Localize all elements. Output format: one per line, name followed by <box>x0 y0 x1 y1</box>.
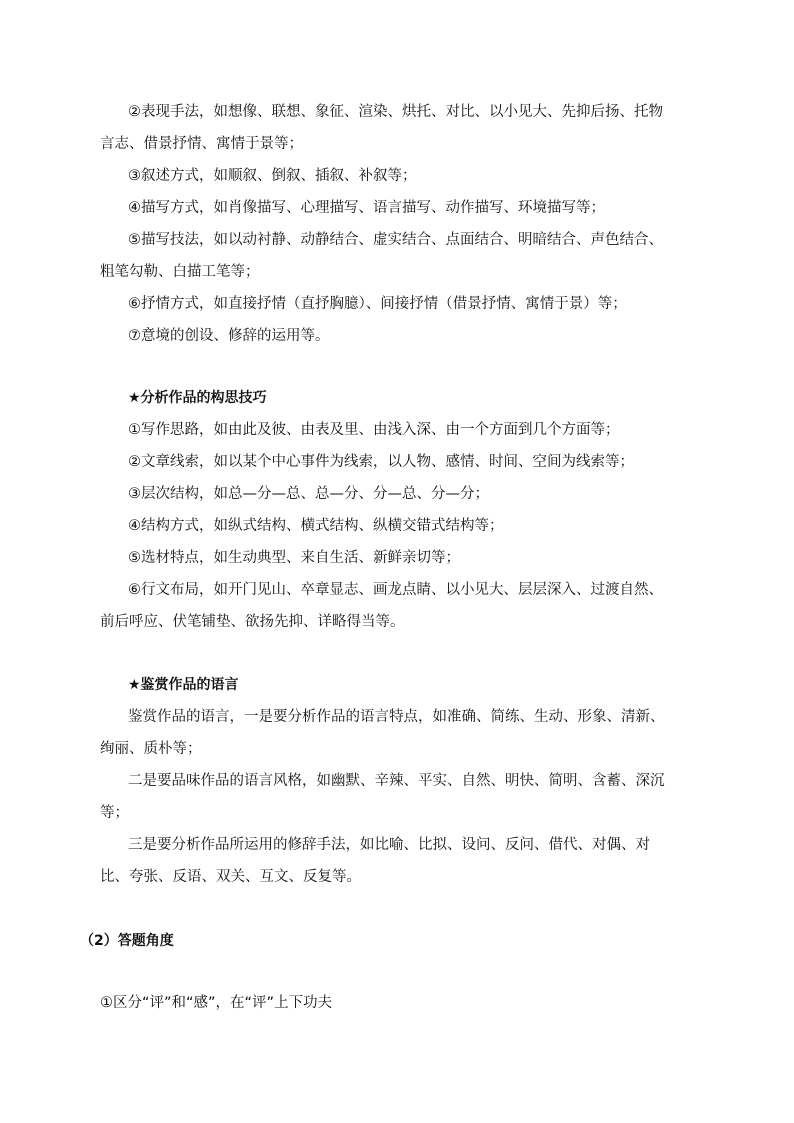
section-title-answer-angle: （2）答题角度 <box>80 933 174 949</box>
paragraph-line: 言志、借景抒情、寓情于景等； <box>100 136 303 152</box>
paragraph-line: ④结构方式，如纵式结构、横式结构、纵横交错式结构等； <box>128 518 504 534</box>
paragraph-line: ③叙述方式，如顺叙、倒叙、插叙、补叙等； <box>128 168 417 184</box>
subheading-composition-skills: ★分析作品的构思技巧 <box>128 390 267 406</box>
paragraph-line: ⑥抒情方式，如直接抒情（直抒胸臆）、间接抒情（借景抒情、寓情于景）等； <box>128 296 627 312</box>
paragraph-line: ①写作思路，如由此及彼、由表及里、由浅入深、由一个方面到几个方面等； <box>128 422 620 438</box>
paragraph-line: ⑥行文布局，如开门见山、卒章显志、画龙点睛、以小见大、层层深入、过渡自然、 <box>128 582 663 598</box>
paragraph-line: ③层次结构，如总—分—总、总—分、分—总、分—分； <box>128 486 489 502</box>
paragraph-line: 前后呼应、伏笔铺垫、欲扬先抑、详略得当等。 <box>100 614 405 630</box>
paragraph-line: 绚丽、质朴等； <box>100 741 202 757</box>
subheading-language-appreciation: ★鉴赏作品的语言 <box>128 677 239 693</box>
paragraph-line: 等； <box>100 805 129 821</box>
paragraph-line: 比、夸张、反语、双关、互文、反复等。 <box>100 869 361 885</box>
paragraph-line: 三是要分析作品所运用的修辞手法，如比喻、比拟、设问、反问、借代、对偶、对 <box>128 837 650 853</box>
paragraph-line: 二是要品味作品的语言风格，如幽默、辛辣、平实、自然、明快、简明、含蓄、深沉 <box>128 773 665 789</box>
paragraph-line: ①区分“评”和“感”，在“评”上下功夫 <box>100 995 333 1011</box>
paragraph-line: ⑤描写技法，如以动衬静、动静结合、虚实结合、点面结合、明暗结合、声色结合、 <box>128 232 663 248</box>
paragraph-line: 粗笔勾勒、白描工笔等； <box>100 264 260 280</box>
paragraph-line: ⑤选材特点，如生动典型、来自生活、新鲜亲切等； <box>128 550 460 566</box>
paragraph-line: ⑦意境的创设、修辞的运用等。 <box>128 328 330 344</box>
paragraph-line: 鉴赏作品的语言，一是要分析作品的语言特点，如准确、简练、生动、形象、清新、 <box>128 709 665 725</box>
paragraph-line: ②表现手法，如想像、联想、象征、渲染、烘托、对比、以小见大、先抑后扬、托物 <box>128 104 663 120</box>
paragraph-line: ②文章线索，如以某个中心事件为线索，以人物、感情、时间、空间为线索等； <box>128 454 634 470</box>
paragraph-line: ④描写方式，如肖像描写、心理描写、语言描写、动作描写、环境描写等； <box>128 200 605 216</box>
